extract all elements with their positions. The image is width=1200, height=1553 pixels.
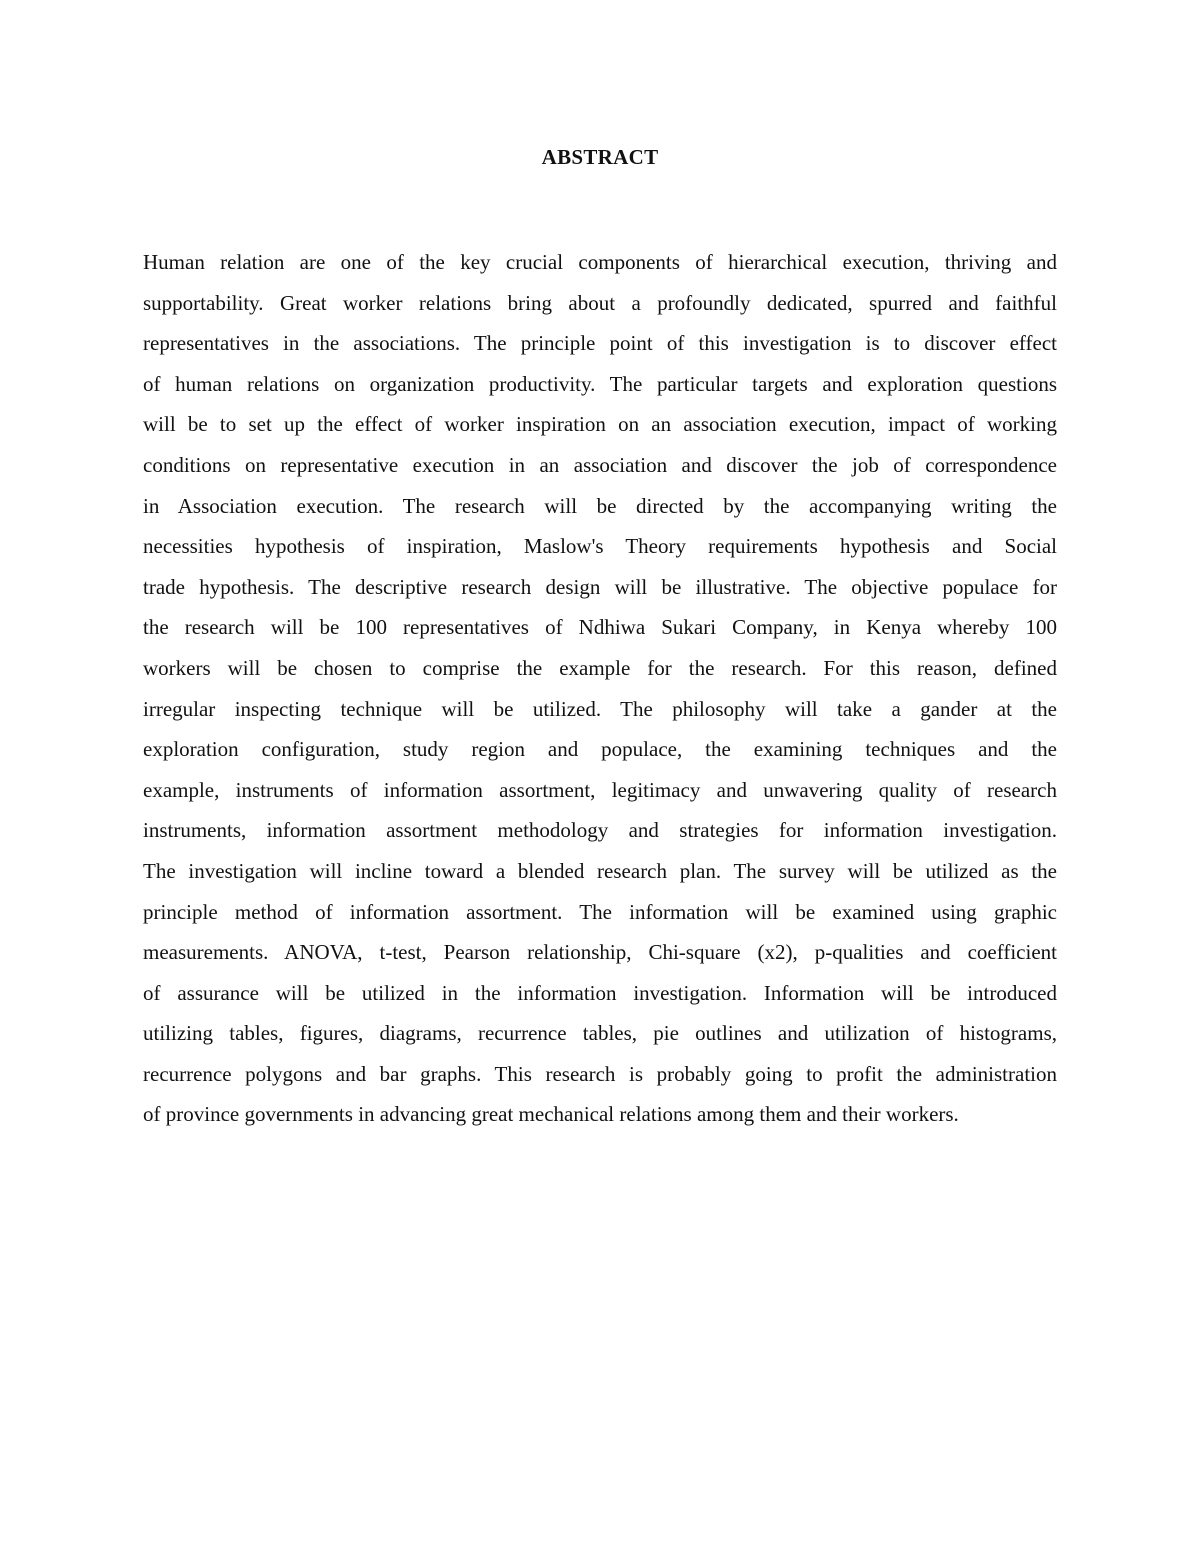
abstract-line: principle method of information assortment. The information will be examined using graphic [143, 899, 1057, 924]
abstract-heading: ABSTRACT [541, 145, 659, 169]
abstract-line: representatives in the associations. The principle point of this investigation is to discover effect [143, 331, 1057, 356]
abstract-body [143, 246, 1057, 1139]
abstract-line: will be to set up the effect of worker inspiration on an association execution, impact of working [143, 412, 1057, 437]
abstract-line: the research will be 100 representatives of Ndhiwa Sukari Company, in Kenya whereby 100 [143, 615, 1057, 640]
abstract-line: exploration configuration, study region and populace, the examining techniques and the [143, 737, 1057, 762]
abstract-line: irregular inspecting technique will be utilized. The philosophy will take a gander at the [143, 696, 1057, 721]
abstract-line: necessities hypothesis of inspiration, Maslow's Theory requirements hypothesis and Social [143, 534, 1057, 559]
abstract-line: supportability. Great worker relations bring about a profoundly dedicated, spurred and faithful [143, 290, 1057, 315]
abstract-line: Human relation are one of the key crucial components of hierarchical execution, thriving and [143, 250, 1057, 274]
abstract-line: in Association execution. The research will be directed by the accompanying writing the [143, 493, 1057, 518]
abstract-line: measurements. ANOVA, t-test, Pearson relationship, Chi-square (x2), p-qualities and coefficient [143, 940, 1057, 965]
abstract-line: instruments, information assortment methodology and strategies for information investigation. [143, 818, 1057, 843]
abstract-line: workers will be chosen to comprise the example for the research. For this reason, defined [143, 655, 1057, 680]
abstract-line: trade hypothesis. The descriptive research design will be illustrative. The objective populace for [143, 574, 1057, 599]
abstract-line: of province governments in advancing great mechanical relations among them and their workers. [143, 1102, 959, 1127]
abstract-line: The investigation will incline toward a blended research plan. The survey will be utilized as the [143, 858, 1057, 883]
abstract-line: of human relations on organization productivity. The particular targets and exploration questions [143, 371, 1057, 396]
abstract-line: of assurance will be utilized in the information investigation. Information will be introduced [143, 980, 1057, 1005]
abstract-line: utilizing tables, figures, diagrams, recurrence tables, pie outlines and utilization of histograms, [143, 1021, 1057, 1046]
abstract-line: recurrence polygons and bar graphs. This research is probably going to profit the administration [143, 1061, 1057, 1086]
abstract-line: conditions on representative execution in an association and discover the job of correspondence [143, 452, 1057, 477]
abstract-line: example, instruments of information assortment, legitimacy and unwavering quality of research [143, 777, 1057, 802]
